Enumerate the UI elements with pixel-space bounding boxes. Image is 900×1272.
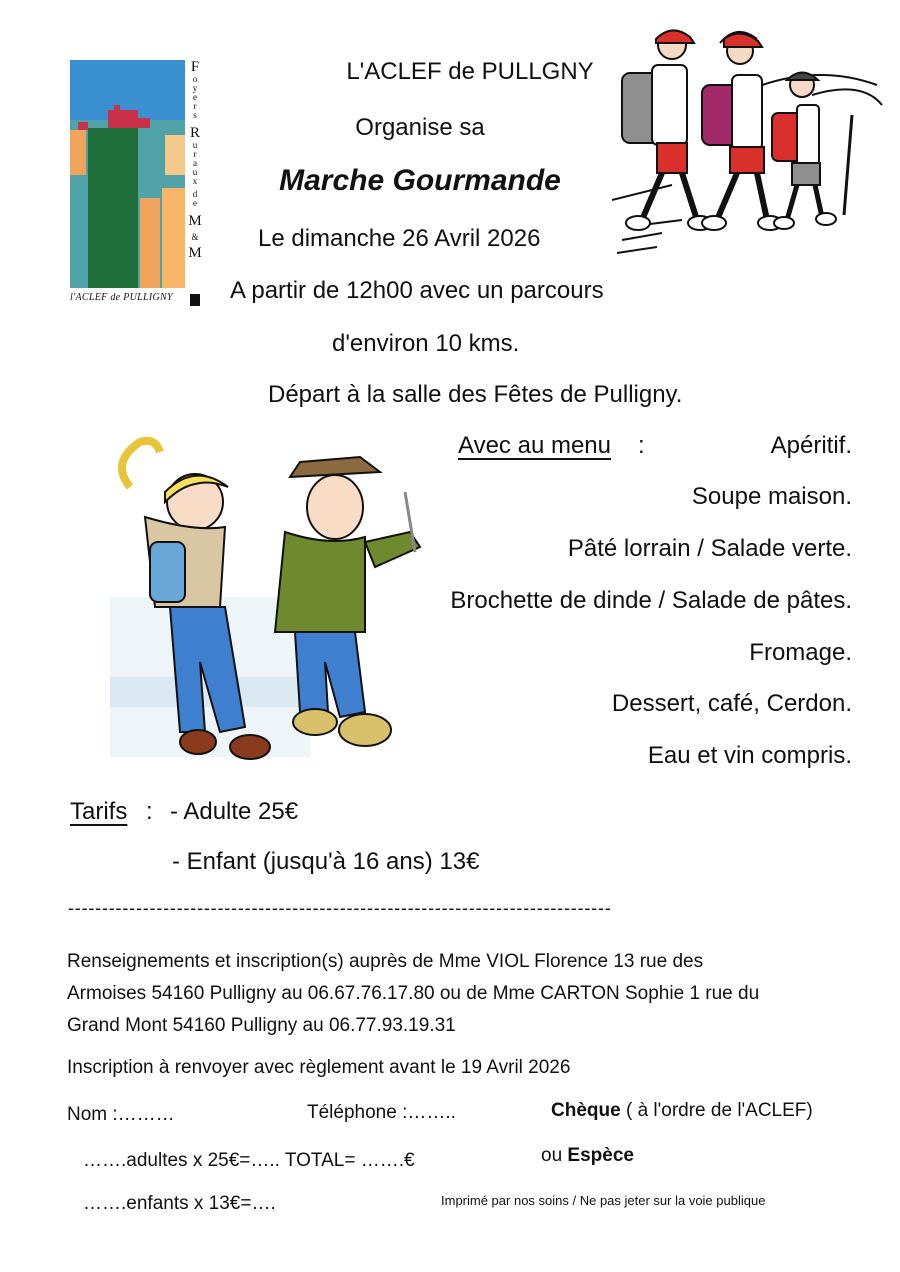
telephone-field: Téléphone :……..: [307, 1102, 456, 1123]
child-count-field: …….enfants x 13€=….: [83, 1193, 276, 1214]
tarif-child: - Enfant (jusqu'à 16 ans) 13€: [172, 848, 480, 875]
menu-item: Fromage.: [749, 639, 852, 666]
nom-field: Nom :………: [67, 1104, 175, 1125]
menu-item: Pâté lorrain / Salade verte.: [567, 535, 852, 562]
menu-item: Soupe maison.: [691, 483, 852, 510]
event-date: Le dimanche 26 Avril 2026: [258, 225, 541, 252]
contact-line-1: Renseignements et inscription(s) auprès de Mme VIOL Florence 13 rue des: [67, 951, 704, 972]
registration-deadline: Inscription à renvoyer avec règlement avant le 19 Avril 2026: [67, 1057, 571, 1078]
cheque-label: Chèque: [551, 1100, 621, 1121]
logo-square: [190, 294, 200, 306]
menu-item: Dessert, café, Cerdon.: [611, 690, 852, 717]
ou-label: ou: [541, 1145, 568, 1166]
logo-vertical-text: F o y e r s R u r a u x d e M & M: [188, 59, 202, 261]
org-name: L'ACLEF de PULLGNY: [346, 58, 594, 85]
cut-line-separator: --------------------------------------------------------------------------------: [68, 898, 612, 918]
menu-label: Avec au menu: [458, 432, 611, 459]
menu-item: Eau et vin compris.: [647, 742, 852, 769]
hikers-illustration: [612, 25, 884, 267]
tarifs-colon: :: [146, 798, 153, 825]
tarifs-label: Tarifs: [70, 798, 128, 825]
cartoon-walkers-illustration: [100, 432, 450, 777]
event-departure: Départ à la salle des Fêtes de Pulligny.: [268, 381, 683, 408]
event-time: A partir de 12h00 avec un parcours: [230, 277, 604, 304]
payment-espece: [541, 1145, 634, 1167]
menu-colon: :: [638, 432, 645, 459]
contact-line-2: Armoises 54160 Pulligny au 06.67.76.17.80 ou de Mme CARTON Sophie 1 rue du: [67, 983, 760, 1004]
tarif-adult: - Adulte 25€: [170, 798, 299, 825]
espece-label: Espèce: [567, 1145, 634, 1166]
adult-count-field: …….adultes x 25€=….. TOTAL= …….€: [83, 1150, 415, 1171]
contact-line-3: Grand Mont 54160 Pulligny au 06.77.93.19.31: [67, 1015, 456, 1036]
logo-caption: l'ACLEF de PULLIGNY: [70, 292, 173, 303]
aclef-logo: [70, 60, 200, 315]
logo-graphic: [70, 60, 185, 288]
menu-item: Apéritif.: [770, 432, 852, 459]
print-footer-note: Imprimé par nos soins / Ne pas jeter sur la voie publique: [441, 1193, 766, 1208]
organise-line: Organise sa: [355, 114, 485, 141]
cheque-order-note: ( à l'ordre de l'ACLEF): [620, 1100, 813, 1121]
event-distance: d'environ 10 kms.: [332, 330, 520, 357]
menu-item: Brochette de dinde / Salade de pâtes.: [450, 587, 852, 614]
event-title: Marche Gourmande: [279, 164, 561, 197]
payment-cheque: [551, 1100, 813, 1122]
